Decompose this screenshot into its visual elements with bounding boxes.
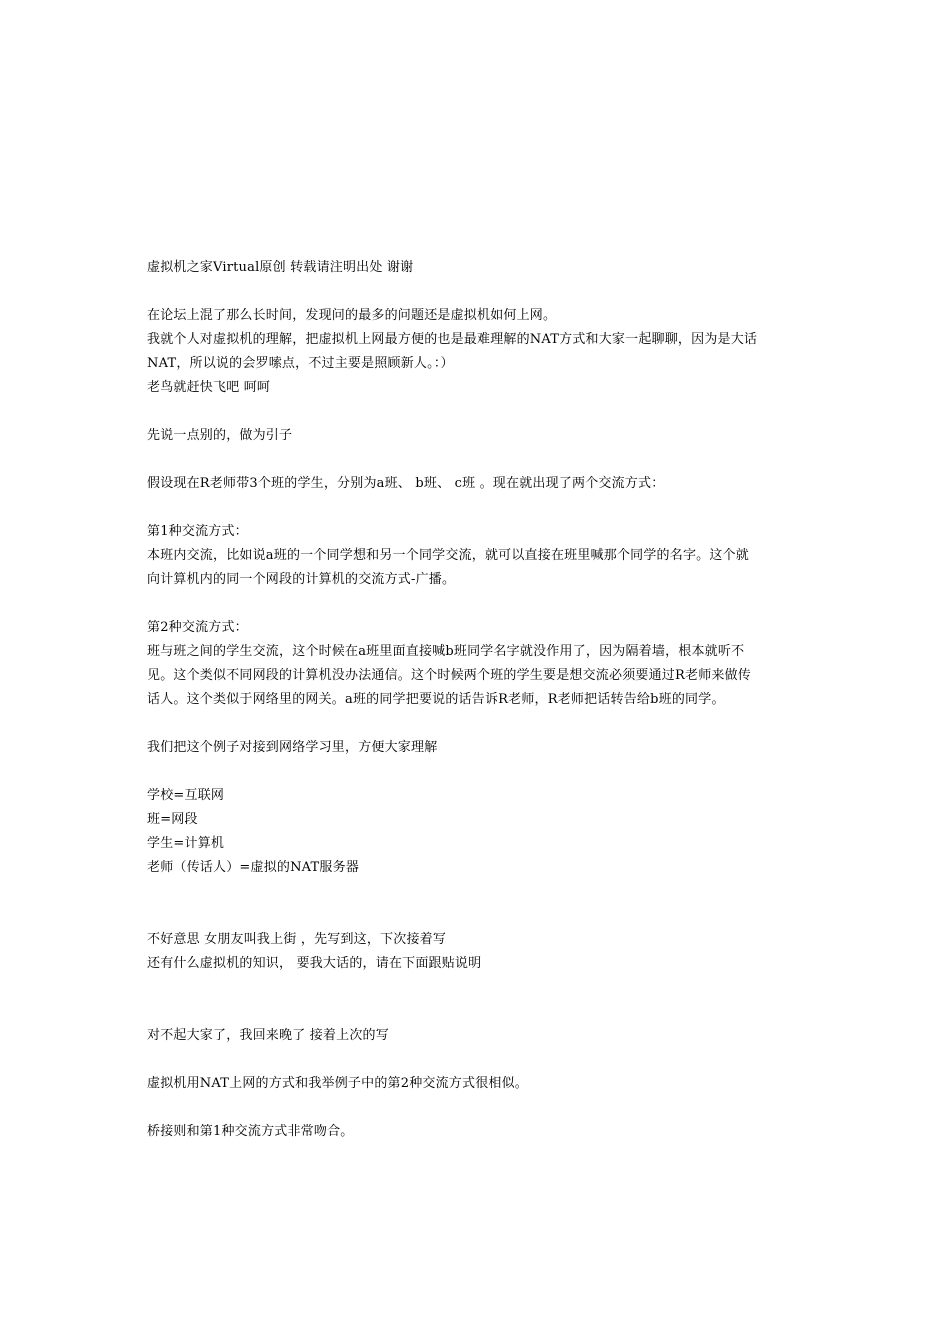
mapping-line: 班=网段: [147, 812, 198, 827]
preface-line: 先说一点别的，做为引子: [147, 428, 293, 443]
assumption-line: 假设现在R老师带3个班的学生，分别为a班、 b班、 c班 。现在就出现了两个交流方式：: [147, 476, 665, 491]
pause-line: 还有什么虚拟机的知识， 要我大话的，请在下面跟贴说明: [147, 956, 482, 971]
method1-line: 本班内交流，比如说a班的一个同学想和另一个同学交流，就可以直接在班里喊那个同学的名字。这个就: [147, 548, 749, 563]
intro-line: 老鸟就赶快飞吧 呵呵: [147, 380, 271, 395]
bridge-similarity-line: 桥接则和第1种交流方式非常吻合。: [147, 1124, 354, 1139]
method1-line: 向计算机内的同一个网段的计算机的交流方式-广播。: [147, 572, 456, 587]
title-line: 虚拟机之家Virtual原创 转载请注明出处 谢谢: [147, 260, 414, 275]
resume-line: 对不起大家了，我回来晚了 接着上次的写: [147, 1028, 389, 1043]
method2-line: 话人。这个类似于网络里的网关。a班的同学把要说的话告诉R老师，R老师把话转告给b班的同学。: [147, 692, 725, 707]
nat-similarity-line: 虚拟机用NAT上网的方式和我举例子中的第2种交流方式很相似。: [147, 1076, 528, 1091]
mapping-intro-line: 我们把这个例子对接到网络学习里，方便大家理解: [147, 740, 438, 755]
method2-heading: 第2种交流方式：: [147, 620, 248, 635]
intro-line: NAT，所以说的会罗嗦点，不过主要是照顾新人。：）: [147, 356, 454, 371]
mapping-line: 学生=计算机: [147, 836, 225, 851]
mapping-line: 学校=互联网: [147, 788, 225, 803]
mapping-line: 老师（传话人）=虚拟的NAT服务器: [147, 860, 360, 875]
intro-line: 在论坛上混了那么长时间，发现问的最多的问题还是虚拟机如何上网。: [147, 308, 557, 323]
method2-line: 班与班之间的学生交流，这个时候在a班里面直接喊b班同学名字就没作用了，因为隔着墙，根本就听不: [147, 644, 745, 659]
intro-line: 我就个人对虚拟机的理解，把虚拟机上网最方便的也是最难理解的NAT方式和大家一起聊聊，因为是大话: [147, 332, 758, 347]
method1-heading: 第1种交流方式：: [147, 524, 248, 539]
method2-line: 见。这个类似不同网段的计算机没办法通信。这个时候两个班的学生要是想交流必须要通过R老师来做传: [147, 668, 751, 683]
article-body: [147, 256, 812, 1144]
pause-line: 不好意思 女朋友叫我上街 ，先写到这，下次接着写: [147, 932, 447, 947]
